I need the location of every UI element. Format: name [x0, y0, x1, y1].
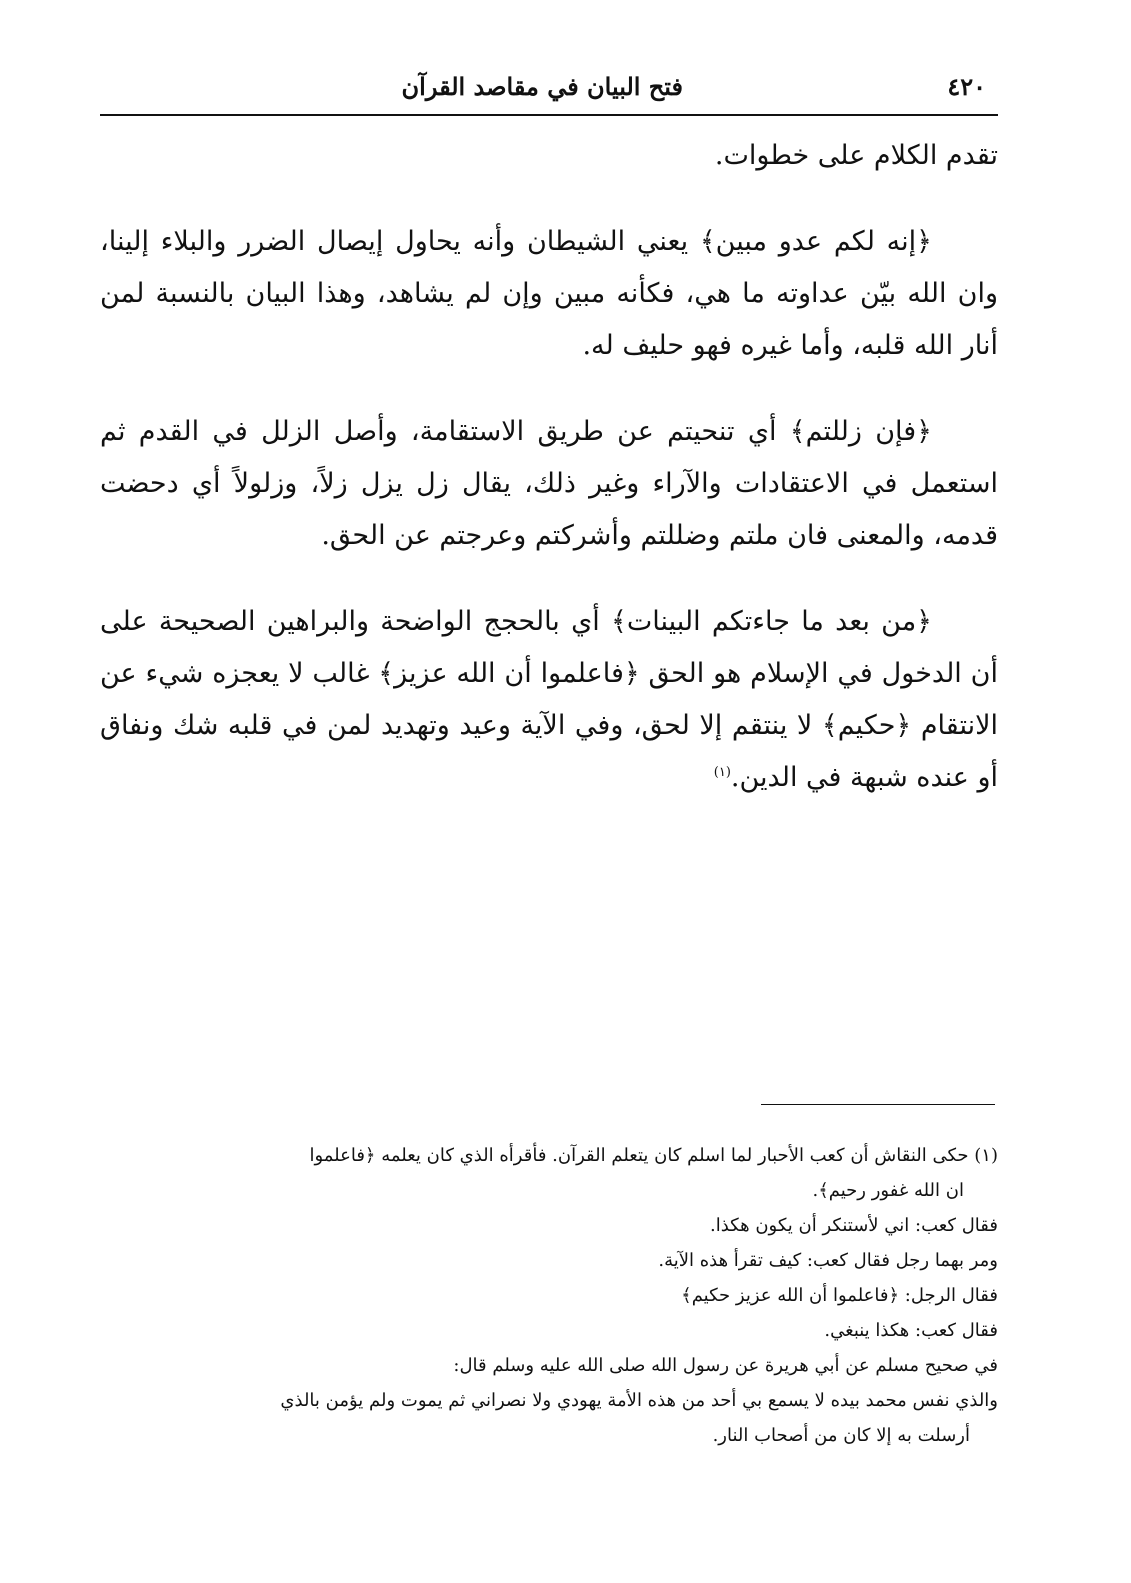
footnote-line: والذي نفس محمد بيده لا يسمع بي أحد من هذه الأمة يهودي ولا نصراني ثم يموت ولم يؤمن بالذي: [280, 1390, 998, 1411]
intro-line: تقدم الكلام على خطوات.: [714, 140, 998, 171]
page-header: [100, 62, 998, 116]
paragraph-3: [100, 596, 998, 804]
footnote-line: (١) حكى النقاش أن كعب الأحبار لما اسلم كان يتعلم القرآن. فأقرأه الذي كان يعلمه ﴿فاعلموا: [309, 1145, 998, 1166]
footnote-line: أرسلت به إلا كان من أصحاب النار.: [712, 1425, 970, 1446]
footnote-line: في صحيح مسلم عن أبي هريرة عن رسول الله صلى الله عليه وسلم قال:: [453, 1355, 998, 1376]
page-number: ٤٢٠: [947, 72, 986, 101]
paragraph-3-text: ﴿من بعد ما جاءتكم البينات﴾ أي بالحجج الواضحة والبراهين الصحيحة على أن الدخول في الإسلام هو الحق ﴿فاعلموا أن الله عزيز﴾ غالب لا يعجزه شيء عن الانتقام ﴿حكيم﴾ لا ينتقم إلا لحق، وفي الآية وعيد وتهديد لمن في قلبه شك ونفاق أو عنده شبهة في الدين.: [100, 606, 998, 793]
footnote-line: ان الله غفور رحيم﴾.: [812, 1180, 964, 1201]
main-text: [100, 130, 998, 838]
footnote-line: ومر بهما رجل فقال كعب: كيف تقرأ هذه الآية.: [658, 1250, 998, 1271]
footnotes: [100, 1138, 998, 1453]
running-title: فتح البيان في مقاصد القرآن: [401, 72, 683, 101]
footnote-reference[interactable]: (١): [713, 765, 731, 780]
footnote-divider: [761, 1104, 995, 1105]
paragraph-1: ﴿إنه لكم عدو مبين﴾ يعني الشيطان وأنه يحاول إيصال الضرر والبلاء إلينا، وان الله بيّن عداوته ما هي، فكأنه مبين وإن لم يشاهد، وهذا البيان بالنسبة لمن أنار الله قلبه، وأما غيره فهو حليف له.: [100, 226, 998, 361]
footnote-line: فقال كعب: هكذا ينبغي.: [824, 1320, 998, 1341]
footnote-line: فقال كعب: اني لأستنكر أن يكون هكذا.: [710, 1215, 998, 1236]
paragraph-2: ﴿فإن زللتم﴾ أي تنحيتم عن طريق الاستقامة، وأصل الزلل في القدم ثم استعمل في الاعتقادات والآراء وغير ذلك، يقال زل يزل زلاً، وزلولاً أي دحضت قدمه، والمعنى فان ملتم وضللتم وأشركتم وعرجتم عن الحق.: [100, 416, 998, 551]
footnote-line: فقال الرجل: ﴿فاعلموا أن الله عزيز حكيم﴾: [681, 1285, 998, 1306]
